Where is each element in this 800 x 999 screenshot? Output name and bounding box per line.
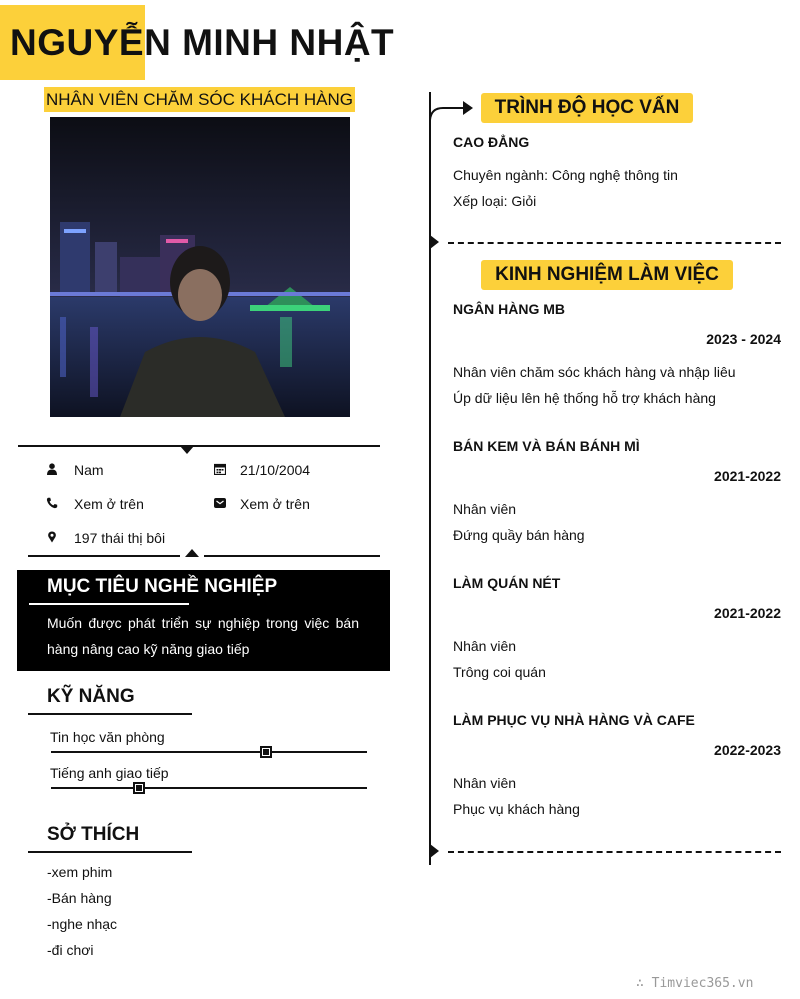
experience-period: 2022-2023	[714, 742, 781, 758]
hobbies-title-rule	[28, 851, 192, 853]
contact-bottom-rule-right	[204, 555, 380, 557]
contact-bottom-rule-left	[28, 555, 180, 557]
gender-value: Nam	[74, 462, 104, 478]
calendar-icon	[214, 462, 226, 474]
birthday-value: 21/10/2004	[240, 462, 311, 478]
experience-line: Úp dữ liệu lên hệ thống hỗ trợ khách hàng	[453, 390, 716, 406]
skill-label: Tin học văn phòng	[50, 729, 165, 745]
envelope-icon	[214, 496, 226, 508]
objective-text: Muốn được phát triển sự nghiệp trong việc bán hàng nâng cao kỹ năng giao tiếp	[47, 615, 359, 657]
education-line: Chuyên ngành: Công nghệ thông tin	[453, 167, 678, 183]
phone-value: Xem ở trên	[74, 496, 144, 512]
experience-line: Đứng quầy bán hàng	[453, 527, 585, 543]
experience-period: 2021-2022	[714, 605, 781, 621]
experience-divider	[448, 851, 781, 853]
education-line: Xếp loại: Giỏi	[453, 193, 537, 209]
skill-level-marker	[133, 782, 145, 794]
watermark-text: Timviec365.vn	[651, 976, 754, 991]
address-value: 197 thái thị bôi	[74, 530, 166, 546]
experience-company: LÀM PHỤC VỤ NHÀ HÀNG VÀ CAFE	[453, 712, 695, 728]
job-title: NHÂN VIÊN CHĂM SÓC KHÁCH HÀNG	[44, 87, 355, 112]
experience-company: NGÂN HÀNG MB	[453, 301, 565, 317]
experience-line: Phục vụ khách hàng	[453, 801, 580, 817]
skills-title: KỸ NĂNG	[47, 686, 135, 707]
skill-level-marker	[260, 746, 272, 758]
skill-track	[51, 751, 367, 753]
profile-photo	[50, 117, 350, 417]
education-school: CAO ĐẲNG	[453, 134, 530, 150]
experience-line: Nhân viên	[453, 638, 517, 654]
timeline-marker	[430, 844, 439, 858]
skills-title-rule	[28, 713, 192, 715]
hobbies-title: SỞ THÍCH	[47, 824, 140, 845]
experience-line: Nhân viên chăm sóc khách hàng và nhập liêu	[453, 364, 736, 380]
objective-title: MỤC TIÊU NGHỀ NGHIỆP	[47, 576, 278, 597]
skill-track	[51, 787, 367, 789]
candidate-name: NGUYỄN MINH NHẬT	[10, 22, 395, 63]
objective-title-rule	[29, 603, 189, 605]
objective-section	[17, 570, 390, 671]
experience-title: KINH NGHIỆM LÀM VIỆC	[481, 260, 733, 290]
email-value: Xem ở trên	[240, 496, 310, 512]
contact-top-rule	[18, 445, 380, 447]
skill-label: Tiếng anh giao tiếp	[50, 765, 169, 781]
experience-company: LÀM QUÁN NÉT	[453, 575, 561, 591]
experience-line: Trông coi quán	[453, 664, 546, 680]
education-title: TRÌNH ĐỘ HỌC VẤN	[481, 93, 693, 123]
watermark: ∴ Timviec365.vn	[636, 976, 754, 991]
timeline-line	[429, 92, 431, 865]
contact-top-marker	[180, 446, 194, 454]
timeline-arrow-icon	[429, 98, 473, 124]
timeline-marker	[430, 235, 439, 249]
education-divider	[448, 242, 781, 244]
experience-line: Nhân viên	[453, 775, 517, 791]
experience-company: BÁN KEM VÀ BÁN BÁNH MÌ	[453, 438, 640, 454]
contact-bottom-marker	[185, 549, 199, 557]
person-icon	[46, 462, 58, 474]
experience-period: 2021-2022	[714, 468, 781, 484]
experience-period: 2023 - 2024	[706, 331, 781, 347]
map-pin-icon	[46, 530, 58, 542]
hobby-item: -nghe nhạc	[47, 916, 118, 932]
phone-icon	[46, 496, 58, 508]
hobby-item: -Bán hàng	[47, 890, 112, 906]
hobby-item: -đi chơi	[47, 942, 94, 958]
hobby-item: -xem phim	[47, 864, 113, 880]
experience-line: Nhân viên	[453, 501, 517, 517]
